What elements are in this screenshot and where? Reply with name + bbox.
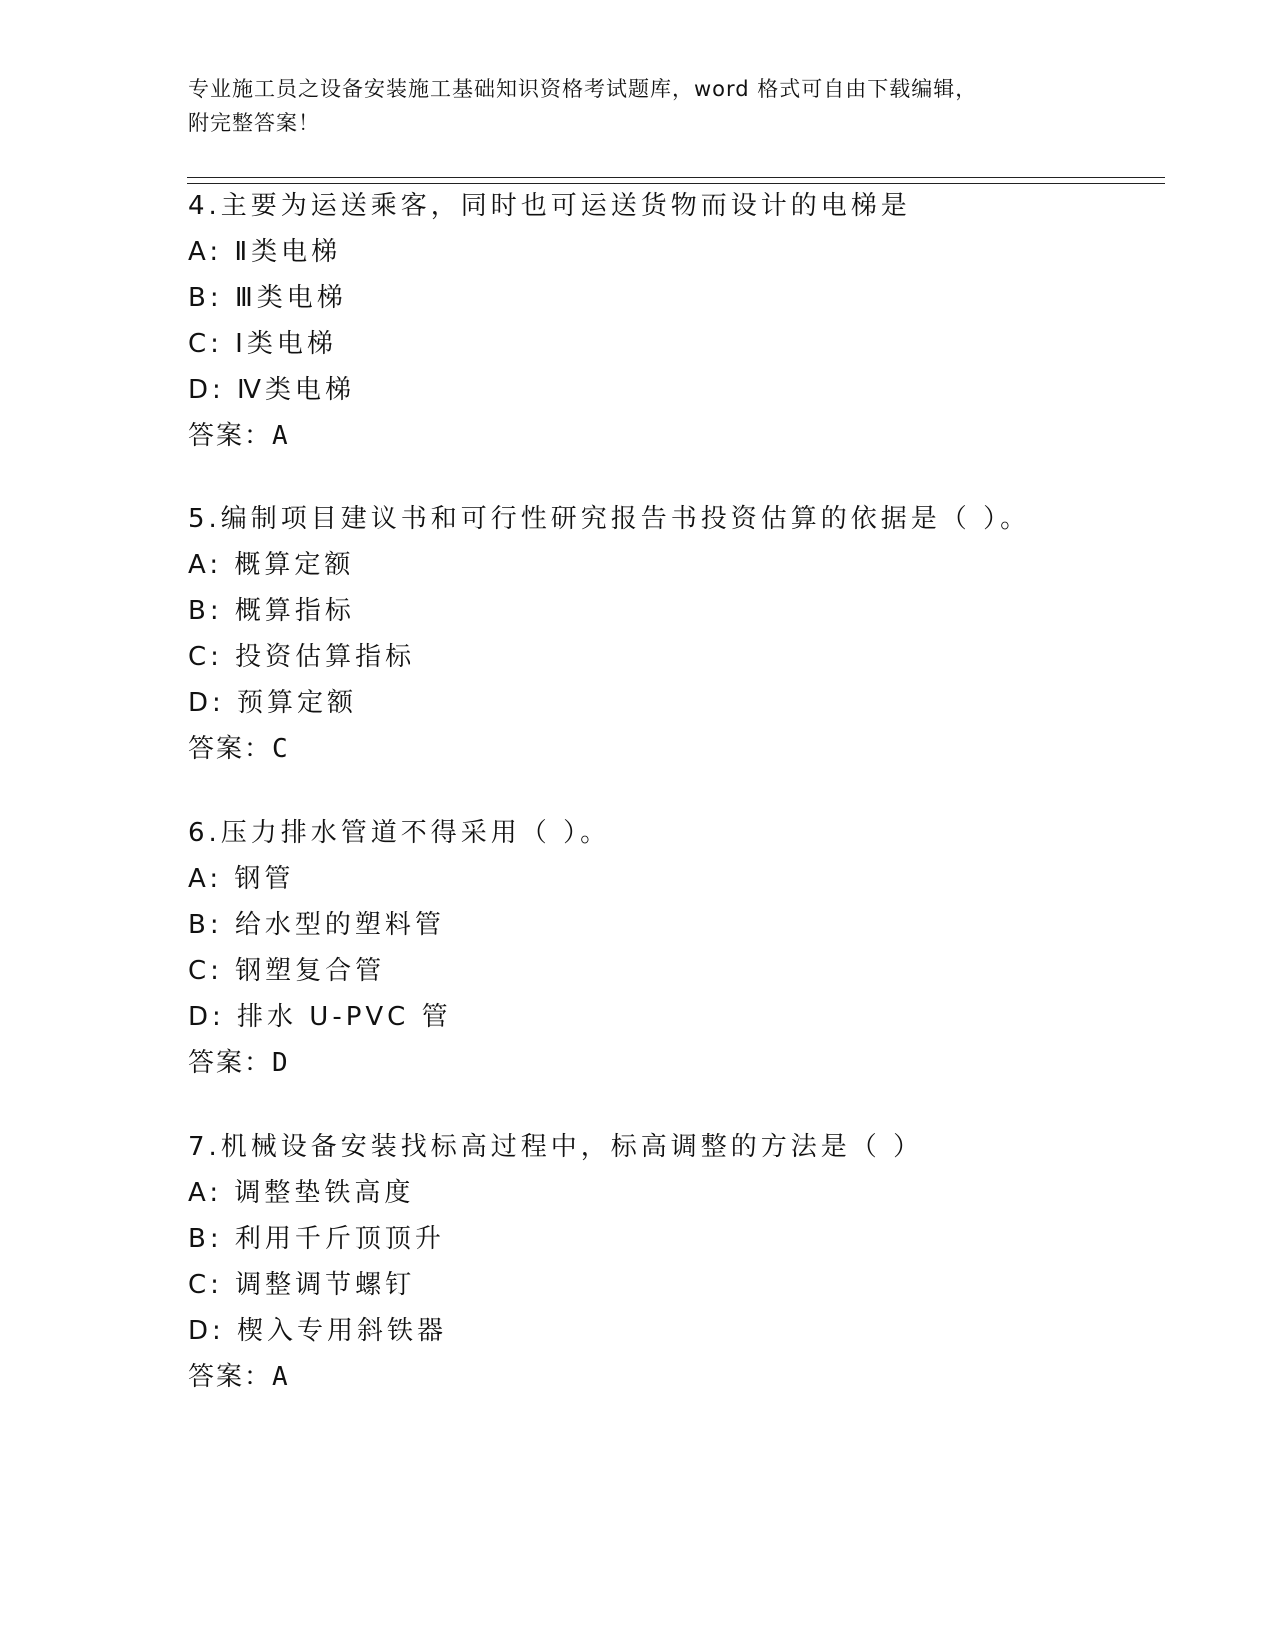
answer-value: C: [272, 734, 290, 764]
answer-line: [188, 413, 1148, 459]
header-line-1: 专业施工员之设备安装施工基础知识资格考试题库，word 格式可自由下载编辑，: [188, 77, 978, 101]
header-line-2: 附完整答案！: [188, 111, 320, 135]
option-b: B: 给水型的塑料管: [188, 910, 445, 940]
question-title: 4.主要为运送乘客，同时也可运送货物而设计的电梯是: [188, 191, 911, 221]
question-7: [188, 1124, 1148, 1400]
answer-line: [188, 1040, 1148, 1086]
option-b: B: 概算指标: [188, 596, 355, 626]
option-b: B: Ⅲ类电梯: [188, 283, 347, 313]
question-title: 6.压力排水管道不得采用（ ）。: [188, 818, 611, 848]
option-d: D: 预算定额: [188, 688, 358, 718]
answer-value: A: [272, 1362, 290, 1392]
answer-label: 答案：: [188, 1362, 273, 1392]
question-5: [188, 496, 1148, 772]
option-a: A: 调整垫铁高度: [188, 1178, 415, 1208]
option-a: A: 概算定额: [188, 550, 355, 580]
option-d: D: 楔入专用斜铁器: [188, 1316, 448, 1346]
document-header: [188, 72, 1068, 140]
option-a: A: 钢管: [188, 864, 295, 894]
answer-label: 答案：: [188, 421, 273, 451]
option-c: C: Ⅰ类电梯: [188, 329, 337, 359]
answer-value: A: [272, 421, 290, 451]
answer-line: [188, 1354, 1148, 1400]
answer-label: 答案：: [188, 1048, 273, 1078]
answer-line: [188, 726, 1148, 772]
option-d: D: 排水 U-PVC 管: [188, 1002, 452, 1032]
option-d: D: Ⅳ类电梯: [188, 375, 356, 405]
question-title: 7.机械设备安装找标高过程中，标高调整的方法是（ ）: [188, 1132, 924, 1162]
question-4: [188, 183, 1148, 459]
option-b: B: 利用千斤顶顶升: [188, 1224, 445, 1254]
option-c: C: 调整调节螺钉: [188, 1270, 416, 1300]
option-c: C: 投资估算指标: [188, 642, 416, 672]
header-divider-top: [187, 177, 1165, 178]
option-a: A: Ⅱ类电梯: [188, 237, 342, 267]
question-6: [188, 810, 1148, 1086]
question-title: 5.编制项目建议书和可行性研究报告书投资估算的依据是（ ）。: [188, 504, 1031, 534]
option-c: C: 钢塑复合管: [188, 956, 386, 986]
answer-value: D: [272, 1048, 290, 1078]
answer-label: 答案：: [188, 734, 273, 764]
